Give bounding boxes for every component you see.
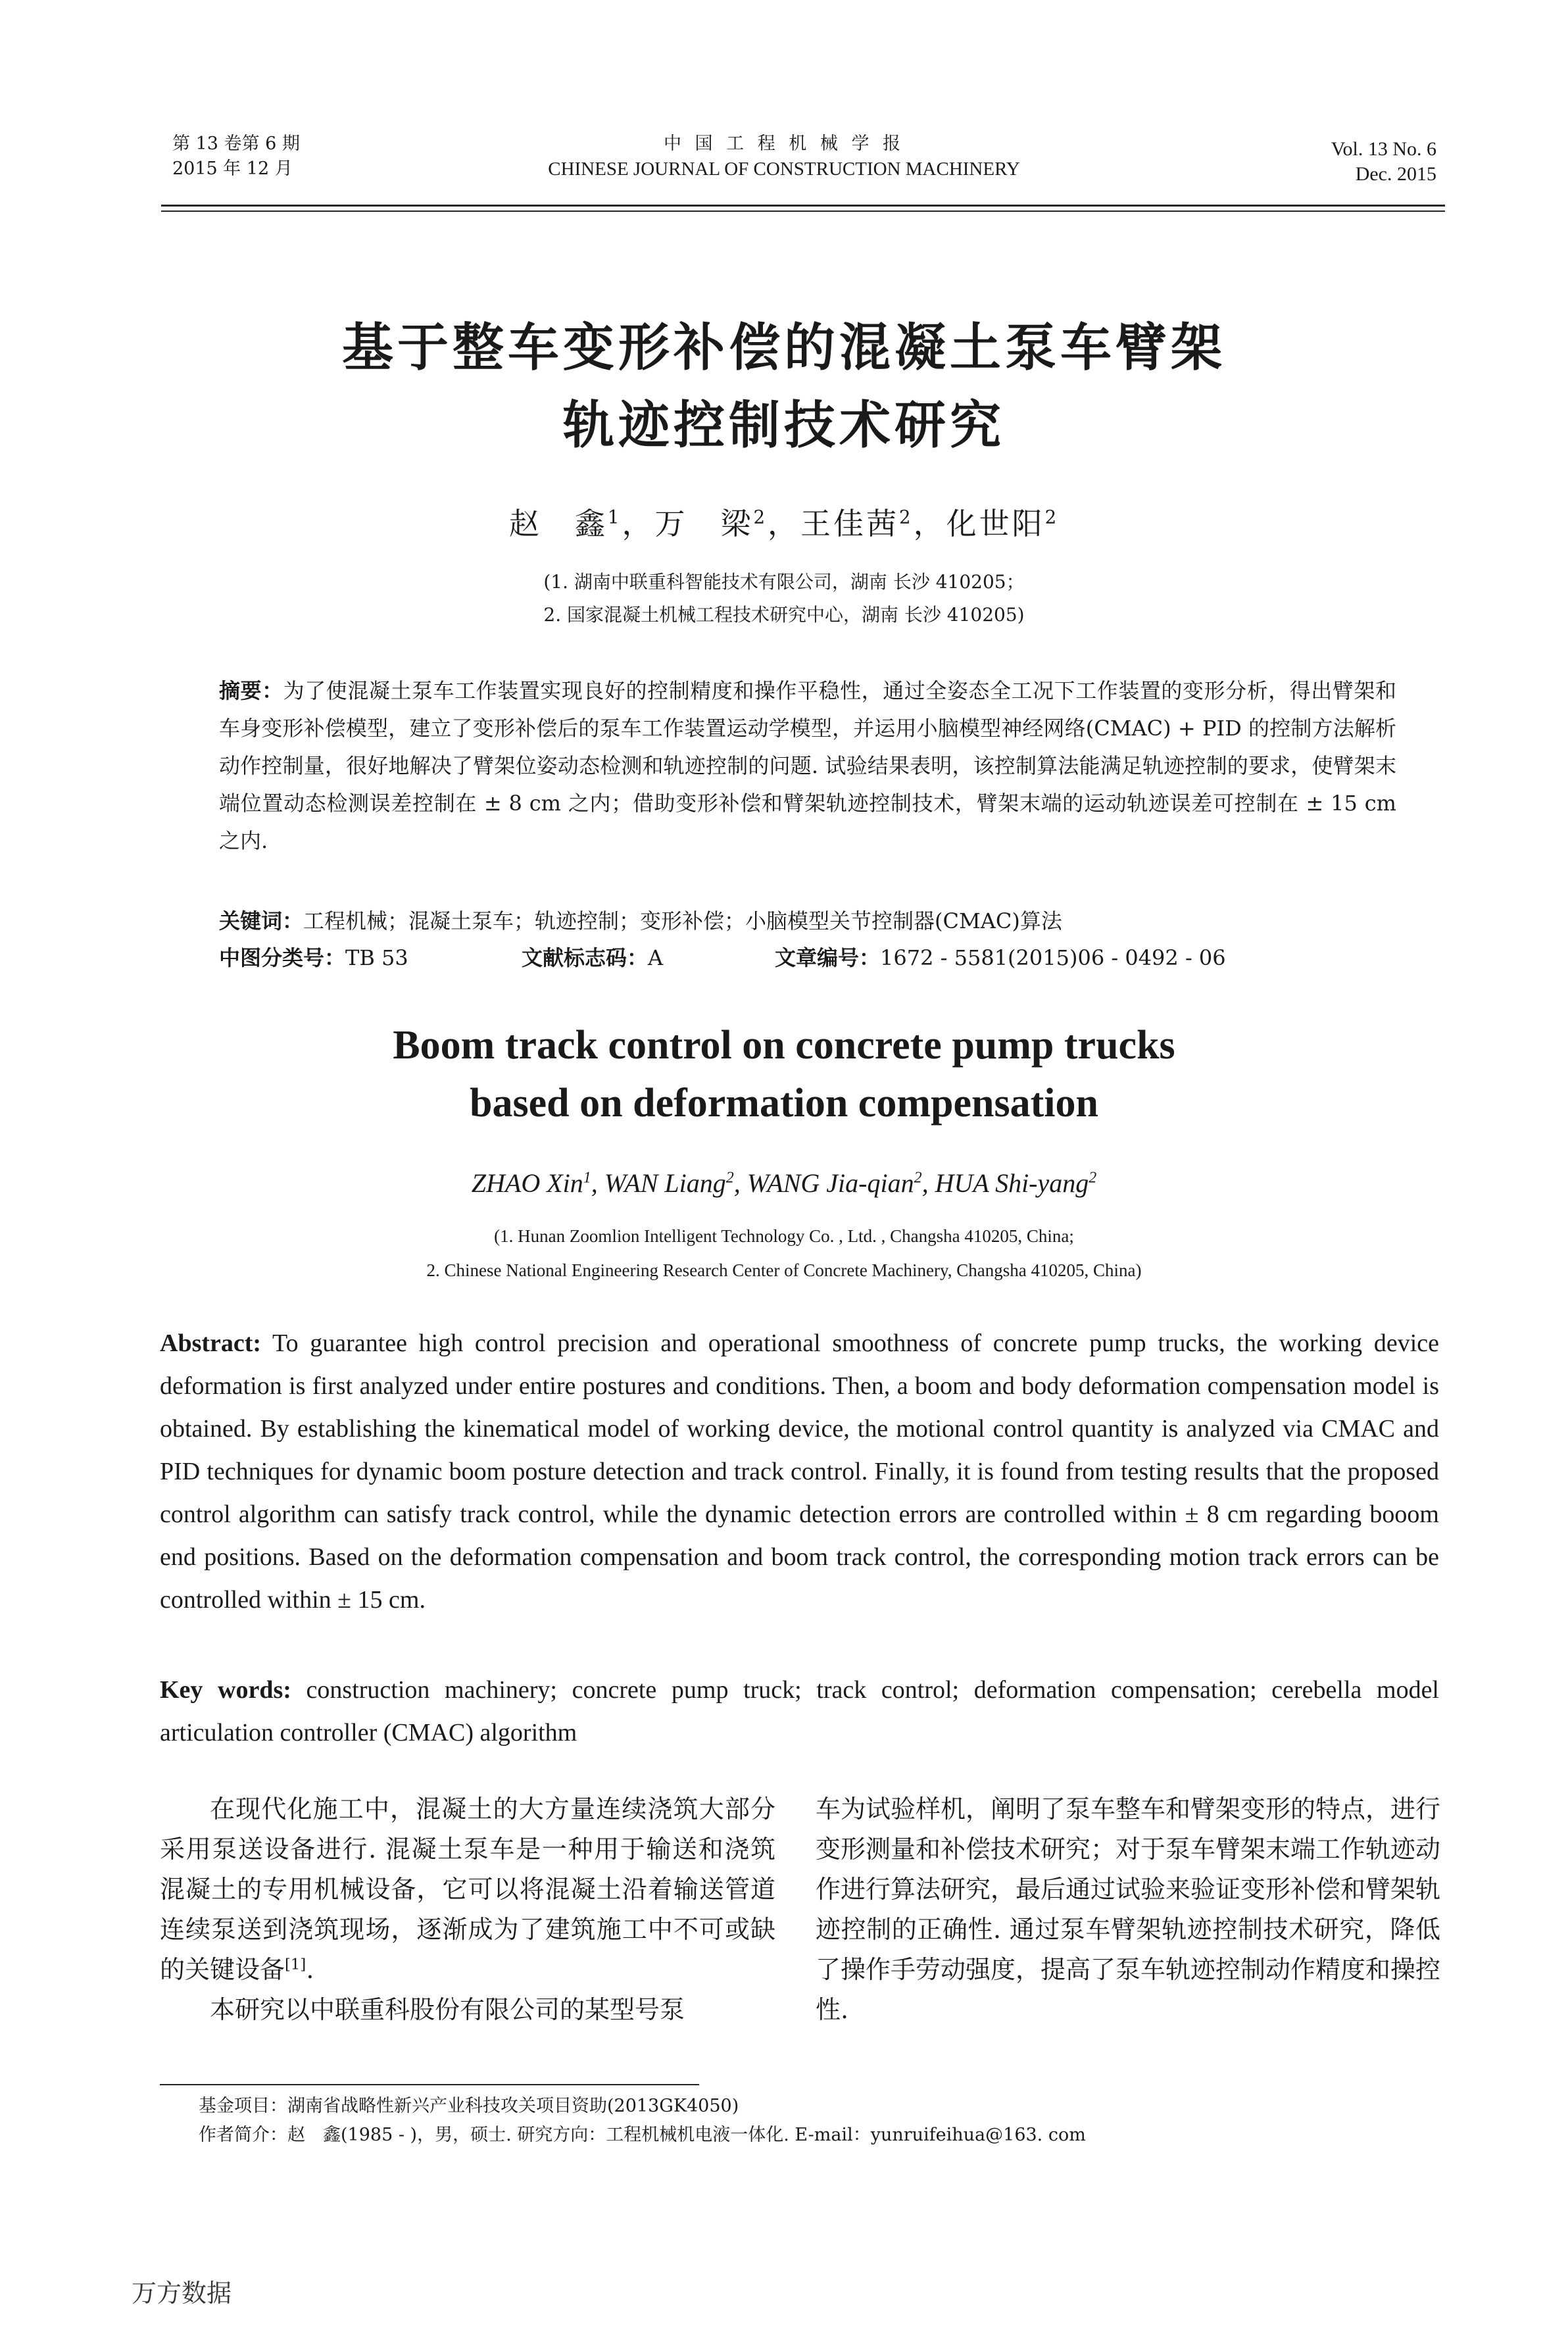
- author-en: WANG Jia-qian$^2$,: [747, 1168, 935, 1198]
- authors-cn: [0, 500, 1568, 543]
- footnote-author: 作者简介：赵 鑫(1985 - )，男，硕士. 研究方向：工程机械机电液一体化. E-mail：yunruifeihua@163. com: [199, 2125, 1086, 2145]
- title-en-line1: Boom track control on concrete pump trucks: [393, 1023, 1175, 1068]
- keywords-en-label: Key words:: [160, 1676, 291, 1704]
- title-cn-line2: 轨迹控制技术研究: [562, 396, 1005, 455]
- volume-en: Vol. 13 No. 6: [1331, 138, 1436, 160]
- abstract-cn-text: 为了使混凝土泵车工作装置实现良好的控制精度和操作平稳性，通过全姿态全工况下工作装置的变形分析，得出臂架和车身变形补偿模型，建立了变形补偿后的泵车工作装置运动学模型，并运用小脑模型神经网络(CMAC) + PID 的控制方法解析动作控制量，很好地解决了臂架位姿动态检测和轨迹控制的问题. 试验结果表明，该控制算法能满足轨迹控制的要求，使臂架末端位置动态检测误差控制在 ± 8 cm 之内；借助变形补偿和臂架轨迹控制技术，臂架末端的运动轨迹误差可控制在 ± 15 cm 之内.: [219, 678, 1396, 853]
- authors-en: [0, 1168, 1568, 1199]
- clc: 中图分类号：TB 53: [219, 945, 408, 970]
- author-cn: 王佳茜$^2$，: [800, 506, 946, 541]
- keywords-cn-label: 关键词：: [219, 908, 304, 933]
- body-column-left: [160, 1789, 775, 2030]
- title-cn: [0, 309, 1568, 464]
- keywords-en: [160, 1669, 1439, 1754]
- author-cn: 赵 鑫$^1$，: [508, 506, 655, 541]
- affiliation-en-2: 2. Chinese National Engineering Research Center of Concrete Machinery, Changsha 410205, China): [426, 1260, 1142, 1280]
- watermark-text: 万方数据: [132, 2279, 232, 2308]
- header-rule-top: [161, 205, 1445, 207]
- journal-cn: 中 国 工 程 机 械 学 报: [663, 134, 905, 154]
- author-cn: 万 梁$^2$，: [654, 506, 800, 541]
- date-cn: 2015 年 12 月: [172, 159, 293, 179]
- affiliations-en: [0, 1219, 1568, 1287]
- abstract-en-text: To guarantee high control precision and operational smoothness of concrete pump trucks, the working device deformation is first analyzed under entire postures and conditions. Then, a boom and body deformation compensation model is obtained. By establishing the kinematical model of working device, the motional control quantity is analyzed via CMAC and PID techniques for dynamic boom posture detection and track control. Finally, it is found from testing results that the proposed control algorithm can satisfy track control, while the dynamic detection errors are controlled within ± 8 cm regarding booom end positions. Based on the deformation compensation and boom track control, the corresponding motion track errors can be controlled within ± 15 cm.: [160, 1329, 1439, 1614]
- author-en: HUA Shi-yang$^2$: [935, 1168, 1097, 1198]
- journal-en: CHINESE JOURNAL OF CONSTRUCTION MACHINERY: [548, 159, 1020, 180]
- article-number: 文章编号：1672 - 5581(2015)06 - 0492 - 06: [775, 945, 1226, 970]
- header-rule-bottom: [161, 211, 1445, 212]
- abstract-cn-label: 摘要：: [219, 678, 283, 703]
- keywords-cn-text: 工程机械；混凝土泵车；轨迹控制；变形补偿；小脑模型关节控制器(CMAC)算法: [303, 908, 1062, 933]
- affiliation-cn-1: (1. 湖南中联重科智能技术有限公司，湖南 长沙 410205；: [543, 571, 1025, 593]
- body-paragraph: 车为试验样机，阐明了泵车整车和臂架变形的特点，进行变形测量和补偿技术研究；对于泵车臂架末端工作轨迹动作进行算法研究，最后通过试验来验证变形补偿和臂架轨迹控制的正确性. 通过泵车臂架轨迹控制技术研究，降低了操作手劳动强度，提高了泵车轨迹控制动作精度和操控性.: [816, 1795, 1441, 2024]
- issue-info-en: [1331, 137, 1436, 187]
- affiliation-en-1: (1. Hunan Zoomlion Intelligent Technology Co. , Ltd. , Changsha 410205, China;: [494, 1226, 1074, 1246]
- body-column-right: [816, 1789, 1440, 2030]
- footnote-rule: [160, 2084, 699, 2085]
- title-en: [0, 1016, 1568, 1132]
- body-paragraph: 本研究以中联重科股份有限公司的某型号泵: [210, 1995, 685, 2024]
- title-cn-line1: 基于整车变形补偿的混凝土泵车臂架: [341, 318, 1226, 378]
- affiliations-cn: [0, 566, 1568, 632]
- abstract-en-label: Abstract:: [160, 1329, 262, 1357]
- author-en: WAN Liang$^2$,: [604, 1168, 747, 1198]
- title-en-line2: based on deformation compensation: [470, 1081, 1098, 1126]
- affiliation-cn-2: 2. 国家混凝土机械工程技术研究中心，湖南 长沙 410205): [543, 604, 1025, 626]
- author-en: ZHAO Xin$^1$,: [471, 1168, 604, 1198]
- body-paragraph: 在现代化施工中，混凝土的大方量连续浇筑大部分采用泵送设备进行. 混凝土泵车是一种用于输送和浇筑混凝土的专用机械设备，它可以将混凝土沿着输送管道连续泵送到浇筑现场，逐渐成为了建筑施工中不可或缺的关键设备[1].: [160, 1795, 775, 1984]
- keywords-en-text: construction machinery; concrete pump truck; track control; deformation compensation; cerebella model articulation controller (CMAC) algorithm: [160, 1676, 1439, 1747]
- abstract-cn: [219, 672, 1396, 860]
- keywords-cn: [219, 903, 1396, 940]
- abstract-en: [160, 1322, 1439, 1622]
- footnotes: [199, 2092, 1442, 2150]
- doc-code: 文献标志码：A: [522, 945, 664, 970]
- author-cn: 化世阳$^2$: [946, 506, 1060, 541]
- date-en: Dec. 2015: [1355, 163, 1436, 185]
- footnote-fund: 基金项目：湖南省战略性新兴产业科技攻关项目资助(2013GK4050): [199, 2096, 739, 2116]
- volume-cn: 第 13 卷第 6 期: [172, 134, 300, 154]
